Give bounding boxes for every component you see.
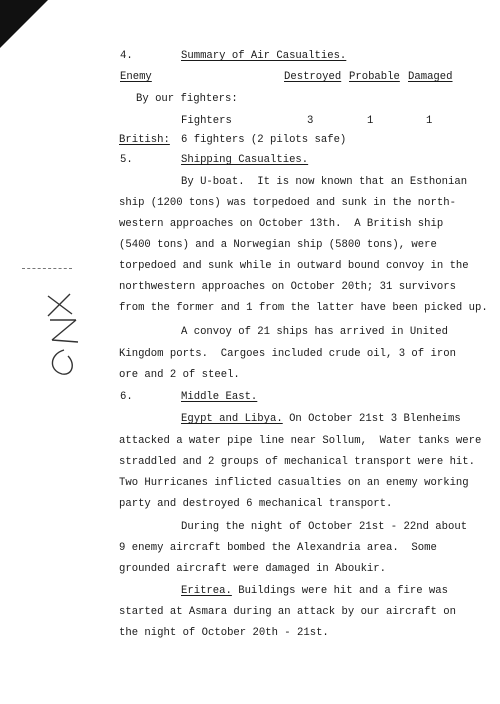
body-line: Two Hurricanes inflicted casualties on an enemy working (119, 477, 469, 489)
body-line: attacked a water pipe line near Sollum, Water tanks were (119, 435, 482, 447)
body-line: (5400 tons) and a Norwegian ship (5800 tons), were (119, 239, 437, 251)
section-title: Middle East. (181, 391, 258, 403)
column-destroyed: Destroyed (284, 71, 342, 83)
body-line: 9 enemy aircraft bombed the Alexandria area. Some (119, 542, 437, 554)
row-damaged: 1 (426, 115, 433, 127)
body-line: from the former and 1 from the latter have been picked up. (119, 302, 488, 314)
column-damaged: Damaged (408, 71, 453, 83)
section-number: 6. (120, 391, 133, 403)
row-destroyed: 3 (307, 115, 314, 127)
body-line (181, 581, 448, 601)
column-enemy: Enemy (120, 71, 152, 83)
by-fighters-label: By our fighters: (136, 93, 238, 105)
body-line: the night of October 20th - 21st. (119, 627, 329, 639)
subheading-egypt: Egypt and Libya. (181, 413, 283, 425)
section-title: Summary of Air Casualties. (181, 50, 347, 62)
column-probable: Probable (349, 71, 400, 83)
body-line: started at Asmara during an attack by our aircraft on (119, 606, 456, 618)
body-line: By U-boat. It is now known that an Esthonian (181, 176, 468, 188)
body-line: Kingdom ports. Cargoes included crude oil, 3 of iron (119, 348, 456, 360)
row-label: Fighters (181, 115, 232, 127)
body-text: On October 21st 3 Blenheims (282, 413, 461, 425)
body-line: western approaches on October 13th. A British ship (119, 218, 444, 230)
body-line (181, 409, 461, 429)
body-line: During the night of October 21st - 22nd about (181, 521, 468, 533)
body-line: torpedoed and sunk while in outward bound convoy in the (119, 260, 469, 272)
british-label: British: (119, 134, 170, 146)
row-probable: 1 (367, 115, 374, 127)
body-text: Buildings were hit and a fire was (231, 585, 449, 597)
body-line: grounded aircraft were damaged in Aboukir. (119, 563, 387, 575)
body-line: A convoy of 21 ships has arrived in United (181, 326, 449, 338)
british-text: 6 fighters (2 pilots safe) (181, 134, 347, 146)
section-number: 4. (120, 50, 133, 62)
body-line: ore and 2 of steel. (119, 369, 240, 381)
subheading-eritrea: Eritrea. (181, 585, 232, 597)
section-title: Shipping Casualties. (181, 154, 309, 166)
body-line: party and destroyed 6 mechanical transport. (119, 498, 393, 510)
body-line: ship (1200 tons) was torpedoed and sunk in the north- (119, 197, 456, 209)
body-line: northwestern approaches on October 20th; 31 survivors (119, 281, 456, 293)
body-line: straddled and 2 groups of mechanical transport were hit. (119, 456, 476, 468)
section-number: 5. (120, 154, 133, 166)
